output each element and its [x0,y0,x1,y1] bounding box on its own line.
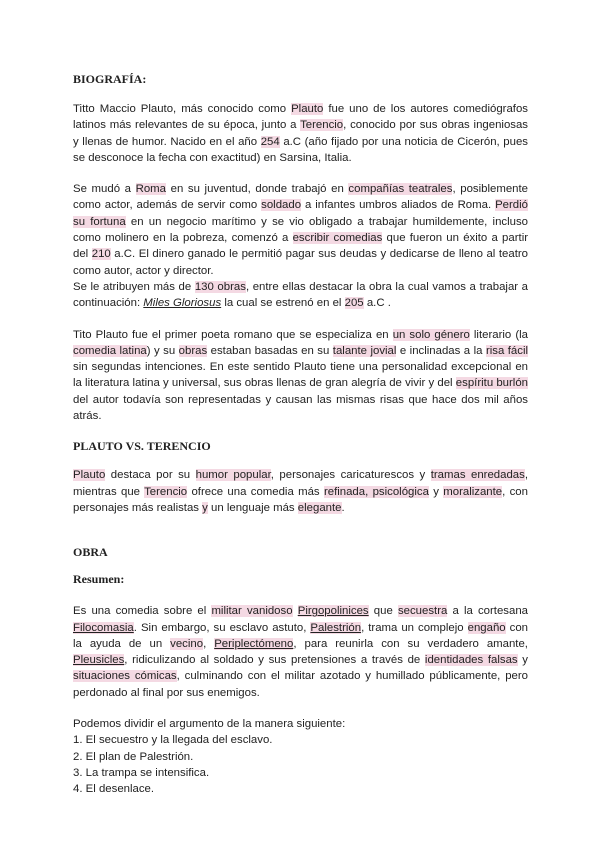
text-run: Tito Plauto fue el primer poeta romano que se especializa en [73,328,393,341]
list-item: 1. El secuestro y la llegada del esclavo. [73,734,273,747]
highlighted-text: tramas enredadas [430,469,525,482]
text-run: Miles Gloriosus [143,297,222,310]
text-run: , para reunirla con su verdadero amante, [293,637,528,650]
highlighted-text: un solo género [392,328,470,341]
text-run: que fueron un éxito a partir del [73,232,529,261]
text-run: a la cortesana [447,605,528,618]
highlighted-text: Plauto [73,469,106,482]
highlighted-text: Palestrión [310,621,362,634]
highlighted-text: talante jovial [332,344,397,357]
highlighted-text: humor popular [195,469,271,482]
highlighted-text: moralizante [443,485,503,498]
text-run: , [203,637,215,650]
highlighted-text: escribir comedias [292,232,383,245]
text-run [293,605,298,617]
highlighted-text: comedia latina [73,344,147,357]
text-run: , conocido por sus obras ingeniosas y llenas de humor. Nacido en el año [73,119,529,148]
argument-list [73,716,528,797]
text-run: a.C. El dinero ganado le permitió pagar sus deudas y dedicarse de lleno al teatro como autor, actor y director. [73,248,528,277]
text-run: , trama un complejo [361,621,468,634]
highlighted-text: Terencio [300,119,344,132]
text-run: literario (la [469,328,528,341]
plauto-vs-terencio-paragraph [73,467,528,516]
highlighted-text: Terencio [144,485,188,498]
text-run: Se le atribuyen más de [73,280,195,293]
list-item: 2. El plan de Palestrión. [73,750,194,763]
text-run: , culminando con el militar azotado y humillado públicamente, pero perdonado al final por sus enemigos. [73,670,528,699]
text-run: , entre ellas destacar la obra la cual vamos a trabajar a continuación: [73,280,528,310]
highlighted-text: 205 [344,297,364,310]
text-run: ofrece una comedia más [187,485,324,498]
highlighted-text: Pleusicles [73,654,125,667]
plauto-vs-terencio-heading: PLAUTO VS. TERENCIO [73,439,211,454]
text-run: estaban basadas en su [207,344,333,357]
resumen-subheading: Resumen: [73,572,125,587]
resumen-paragraph [73,603,528,701]
highlighted-text: vecino [170,637,204,650]
text-run: . [341,501,345,514]
highlighted-text: Perdió su fortuna [73,199,528,228]
biografia-paragraph-1 [73,101,528,166]
list-item: 3. La trampa se intensifica. [73,766,210,779]
highlighted-text: risa fácil [485,344,529,357]
text-run: un lenguaje más [207,501,298,514]
list-item: 4. El desenlace. [73,783,155,796]
text-run: fue uno de los autores comediógrafos latinos más relevantes de su época, junto a [73,103,528,132]
text-run: con la ayuda de un [73,621,528,650]
biografia-paragraph-2 [73,181,528,279]
text-run: sin segundas intenciones. En este sentido Plauto tiene una personalidad excepcional en la literatura latina y universal, sus obras llenas de gran alegría de vivir y del [73,361,528,390]
biografia-heading: BIOGRAFÍA: [73,72,147,86]
text-run: , con personajes más realistas [73,485,528,514]
highlighted-text: espíritu burlón [455,377,529,390]
text-run: , mientras que [73,469,528,498]
text-run: , ridiculizando al soldado y sus pretensiones a través de [124,654,425,667]
text-run: y [428,485,444,498]
highlighted-text: compañías teatrales [348,183,453,196]
text-run: ) y su [146,344,179,357]
highlighted-text: elegante [297,501,342,514]
text-run: que [368,605,398,618]
text-run: en su juventud, donde trabajó en [166,183,349,196]
text-run: destaca por su [105,469,196,482]
highlighted-text: Roma [135,183,166,196]
text-run: Titto Maccio Plauto, más conocido como [73,103,292,115]
text-run: a.C (año fijado por una noticia de Cicerón, pues se desconoce la fecha con exactitud) en Sarsina, Italia. [73,135,528,164]
highlighted-text: obras [178,344,208,357]
highlighted-text: secuestra [397,605,448,618]
highlighted-text: militar vanidoso [211,605,293,618]
highlighted-text: identidades falsas [424,654,518,667]
highlighted-text: Filocomasia [73,621,134,634]
highlighted-text: soldado [261,199,302,212]
highlighted-text: 254 [260,135,280,148]
text-run: , personajes caricaturescos y [270,469,431,482]
highlighted-text: Pirgopolinices [297,605,369,618]
highlighted-text: y [202,501,208,514]
text-run: Es una comedia sobre el [73,605,212,618]
text-run: , posiblemente como actor, además de servir como [73,183,528,212]
highlighted-text: Periplectómeno [214,637,294,650]
highlighted-text: situaciones cómicas [73,670,177,683]
text-run: la cual se estrenó en el [221,297,345,310]
biografia-paragraph-4 [73,327,528,425]
text-run: a infantes umbros aliados de Roma. [301,199,496,212]
obra-heading: OBRA [73,545,108,560]
list-intro: Podemos dividir el argumento de la manera siguiente: [73,718,346,731]
text-run: y [517,654,528,667]
highlighted-text: 130 obras [194,280,246,293]
highlighted-text: refinada, psicológica [323,485,429,498]
text-run: e inclinadas a la [396,344,486,357]
biografia-paragraph-3 [73,279,528,312]
text-run: . Sin embargo, su esclavo astuto, [133,621,311,634]
text-run: del autor todavía son representadas y causan las mismas risas que hace dos mil años atrás. [73,393,528,423]
text-run: en un negocio marítimo y se vio obligado a trabajar humildemente, incluso como molinero en la pobreza, comenzó a [73,215,528,245]
highlighted-text: 210 [91,248,111,261]
text-run: Se mudó a [73,183,136,196]
highlighted-text: engaño [467,621,506,634]
highlighted-text: Plauto [291,103,324,115]
text-run: a.C . [363,297,391,310]
